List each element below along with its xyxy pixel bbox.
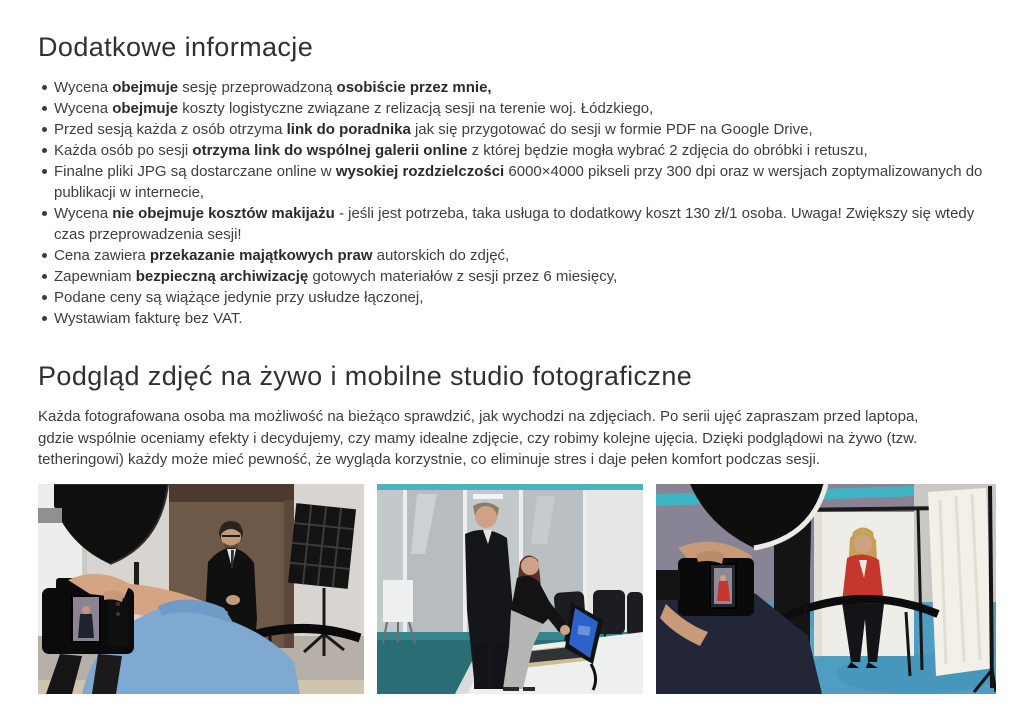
text: Zapewniam: [54, 268, 136, 285]
text: Wycena: [54, 205, 113, 222]
list-item: [40, 161, 988, 203]
photo-gallery: [38, 484, 996, 694]
bold-text: otrzyma link do wspólnej galerii online: [192, 142, 468, 159]
text: Cena zawiera: [54, 247, 150, 264]
bold-text: obejmuje: [112, 79, 179, 96]
photo-laptop-tethering-preview: [377, 484, 643, 694]
text: jak się przygotować do sesji w formie PDF na Google Drive,: [410, 121, 813, 138]
bold-text: osobiście przez mnie,: [336, 79, 492, 96]
text: Wycena: [54, 79, 113, 96]
section-title-additional-info: Dodatkowe informacje: [38, 32, 314, 62]
text: Finalne pliki JPG są dostarczane online w: [54, 163, 336, 180]
bold-text: nie obejmuje kosztów makijażu: [112, 205, 335, 222]
section-title-live-preview: Podgląd zdjęć na żywo i mobilne studio fotograficzne: [38, 361, 693, 391]
text: Przed sesją każda z osób otrzyma: [54, 121, 287, 138]
additional-info-list: [40, 77, 988, 329]
list-item: [40, 266, 988, 287]
photo-shooting-brown-backdrop: [38, 484, 364, 694]
text: Wystawiam fakturę bez VAT.: [54, 310, 243, 327]
text: koszty logistyczne związane z relizacją sesji na terenie woj. Łódzkiego,: [178, 100, 654, 117]
text: - jeśli jest potrzeba, taka usługa to dodatkowy koszt 130 zł/1 osoba. Uwaga! Zwiększy się wtedy czas przeprowadzenia sesji!: [54, 205, 975, 243]
text: z której będzie mogła wybrać 2 zdjęcia do obróbki i retuszu,: [467, 142, 868, 159]
bold-text: wysokiej rozdzielczości: [335, 163, 505, 180]
photo-shooting-white-backdrop: [656, 484, 996, 694]
text: Wycena: [54, 100, 113, 117]
list-item: [40, 98, 988, 119]
list-item: [40, 308, 988, 329]
list-item: [40, 77, 988, 98]
list-item: [40, 287, 988, 308]
list-item: [40, 140, 988, 161]
photo-1-illustration: [38, 484, 364, 694]
text: Każda osób po sesji: [54, 142, 193, 159]
text: Podane ceny są wiążące jedynie przy usłudze łączonej,: [54, 289, 424, 306]
list-item: [40, 245, 988, 266]
list-item: [40, 119, 988, 140]
text: gotowych materiałów z sesji przez 6 miesięcy,: [308, 268, 618, 285]
live-preview-paragraph: Każda fotografowana osoba ma możliwość na bieżąco sprawdzić, jak wychodzi na zdjęciach. Po serii ujęć zapraszam przed laptopa, gdzie wspólnie oceniamy efekty i decydujemy, czy mamy idealne zdjęcie, czy robimy kolejne ujęcia. Dzięki podglądowi na żywo (tzw. tetheringowi) każdy może mieć pewność, że wygląda korzystnie, co eliminuje stres i daje pełen komfort podczas sesji.: [38, 408, 919, 468]
bold-text: link do poradnika: [286, 121, 411, 138]
list-item: [40, 203, 988, 245]
bold-text: przekazanie majątkowych praw: [149, 247, 373, 264]
diffuser-panel: [928, 486, 996, 692]
bold-text: obejmuje: [112, 100, 179, 117]
bold-text: bezpieczną archiwizację: [135, 268, 309, 285]
photo-2-illustration: [377, 484, 643, 694]
photo-3-illustration: [656, 484, 996, 694]
text: autorskich do zdjęć,: [372, 247, 510, 264]
text: 6000×4000 pikseli przy 300 dpi oraz w wersjach zoptymalizowanych do publikacji w internecie,: [54, 163, 983, 201]
text: sesję przeprowadzoną: [178, 79, 337, 96]
